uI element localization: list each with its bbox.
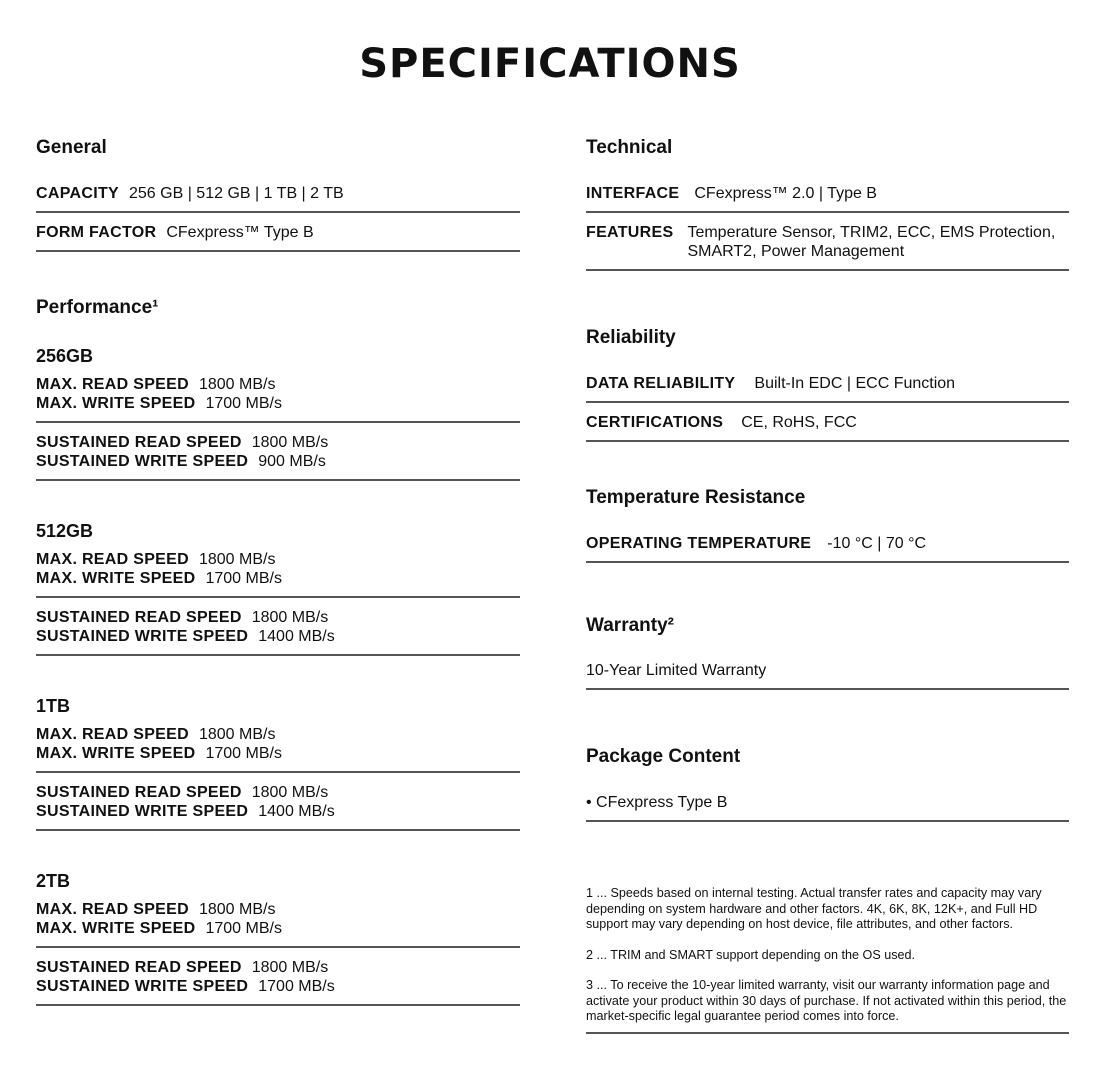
spec-label: MAX. WRITE SPEED bbox=[36, 395, 196, 412]
spec-value: 900 MB/s bbox=[258, 453, 326, 470]
spec-row-operating-temperature bbox=[586, 534, 1069, 563]
spec-label: SUSTAINED READ SPEED bbox=[36, 609, 242, 626]
section-heading-general: General bbox=[36, 137, 107, 158]
spec-value: 1700 MB/s bbox=[205, 920, 282, 937]
spec-label: SUSTAINED WRITE SPEED bbox=[36, 628, 249, 645]
max-speed-group-2tb bbox=[36, 900, 520, 948]
page-title: SPECIFICATIONS bbox=[359, 41, 741, 87]
section-heading-warranty: Warranty² bbox=[586, 615, 674, 636]
spec-label: MAX. READ SPEED bbox=[36, 376, 189, 393]
spec-value: 1700 MB/s bbox=[205, 570, 282, 587]
section-heading-package-content: Package Content bbox=[586, 746, 741, 767]
spec-value: 1800 MB/s bbox=[198, 551, 276, 568]
sustained-speed-group-256gb bbox=[36, 433, 520, 481]
spec-value: 1700 MB/s bbox=[258, 978, 335, 995]
spec-value: Temperature Sensor, TRIM2, ECC, EMS Protection, SMART2, Power Management bbox=[687, 224, 1056, 260]
spec-label: SUSTAINED READ SPEED bbox=[36, 434, 242, 451]
sustained-speed-group-512gb bbox=[36, 608, 520, 656]
spec-label: INTERFACE bbox=[586, 185, 680, 202]
package-item: • CFexpress Type B bbox=[586, 794, 728, 811]
spec-value: 1700 MB/s bbox=[205, 395, 282, 412]
spec-row-data-reliability bbox=[586, 374, 1069, 403]
spec-row-interface bbox=[586, 184, 1069, 213]
sustained-speed-group-2tb bbox=[36, 958, 520, 1006]
spec-label: SUSTAINED WRITE SPEED bbox=[36, 453, 249, 470]
spec-label: MAX. WRITE SPEED bbox=[36, 920, 196, 937]
footnote-3: 3 ... To receive the 10-year limited warranty, visit our warranty information page and activate your product within 30 days of purchase. If not activated within this period, the market-specific legal guarantee period comes into force. bbox=[586, 978, 1067, 1023]
spec-value: CFexpress™ 2.0 | Type B bbox=[694, 185, 877, 202]
spec-label: SUSTAINED WRITE SPEED bbox=[36, 803, 249, 820]
spec-label: MAX. READ SPEED bbox=[36, 551, 189, 568]
spec-value: 1400 MB/s bbox=[258, 803, 335, 820]
capacity-heading-256gb: 256GB bbox=[36, 346, 94, 366]
spec-value: 1400 MB/s bbox=[258, 628, 335, 645]
spec-value: 1700 MB/s bbox=[205, 745, 282, 762]
spec-label: SUSTAINED READ SPEED bbox=[36, 784, 242, 801]
spec-value: CE, RoHS, FCC bbox=[741, 414, 857, 431]
spec-value: CFexpress™ Type B bbox=[166, 224, 314, 241]
spec-value: 1800 MB/s bbox=[198, 726, 276, 743]
spec-row-features bbox=[586, 223, 1069, 271]
footnotes-block bbox=[586, 886, 1069, 1034]
spec-label: SUSTAINED WRITE SPEED bbox=[36, 978, 249, 995]
spec-label: CAPACITY bbox=[36, 185, 119, 202]
warranty-row bbox=[586, 661, 1069, 690]
spec-label: OPERATING TEMPERATURE bbox=[586, 535, 812, 552]
capacity-heading-1tb: 1TB bbox=[36, 696, 71, 716]
package-content-row bbox=[586, 793, 1069, 822]
capacity-heading-512gb: 512GB bbox=[36, 521, 94, 541]
right-column bbox=[586, 137, 1069, 1034]
spec-label: FORM FACTOR bbox=[36, 224, 157, 241]
spec-value: 1800 MB/s bbox=[251, 434, 329, 451]
max-speed-group-512gb bbox=[36, 550, 520, 598]
section-heading-reliability: Reliability bbox=[586, 327, 676, 348]
sustained-speed-group-1tb bbox=[36, 783, 520, 831]
spec-row-capacity bbox=[36, 184, 520, 213]
spec-label: MAX. WRITE SPEED bbox=[36, 745, 196, 762]
spec-label: FEATURES bbox=[586, 224, 674, 241]
capacity-heading-2tb: 2TB bbox=[36, 871, 71, 891]
spec-row-certifications bbox=[586, 413, 1069, 442]
left-column bbox=[36, 137, 520, 1006]
spec-label: SUSTAINED READ SPEED bbox=[36, 959, 242, 976]
spec-value: 1800 MB/s bbox=[198, 376, 276, 393]
spec-label: MAX. READ SPEED bbox=[36, 901, 189, 918]
spec-value: 256 GB | 512 GB | 1 TB | 2 TB bbox=[129, 185, 344, 202]
spec-label: CERTIFICATIONS bbox=[586, 414, 724, 431]
spec-value: 1800 MB/s bbox=[198, 901, 276, 918]
footnote-1: 1 ... Speeds based on internal testing. Actual transfer rates and capacity may vary depending on system hardware and other factors. 4K, 6K, 8K, 12K+, and Full HD support may vary depending on host device, file attributes, and other factors. bbox=[586, 886, 1042, 931]
spec-row-form-factor bbox=[36, 223, 520, 252]
spec-value: 1800 MB/s bbox=[251, 609, 329, 626]
spec-value: 1800 MB/s bbox=[251, 959, 329, 976]
spec-label: DATA RELIABILITY bbox=[586, 375, 736, 392]
spec-value: Built-In EDC | ECC Function bbox=[754, 375, 956, 392]
spec-value: 1800 MB/s bbox=[251, 784, 329, 801]
spec-label: MAX. WRITE SPEED bbox=[36, 570, 196, 587]
section-heading-performance: Performance¹ bbox=[36, 297, 159, 318]
spec-label: MAX. READ SPEED bbox=[36, 726, 189, 743]
max-speed-group-1tb bbox=[36, 725, 520, 773]
warranty-text: 10-Year Limited Warranty bbox=[586, 662, 767, 679]
section-heading-temperature: Temperature Resistance bbox=[586, 487, 806, 508]
footnote-2: 2 ... TRIM and SMART support depending on the OS used. bbox=[586, 947, 916, 962]
section-heading-technical: Technical bbox=[586, 137, 673, 158]
spec-value: -10 °C | 70 °C bbox=[827, 535, 927, 552]
max-speed-group-256gb bbox=[36, 375, 520, 423]
